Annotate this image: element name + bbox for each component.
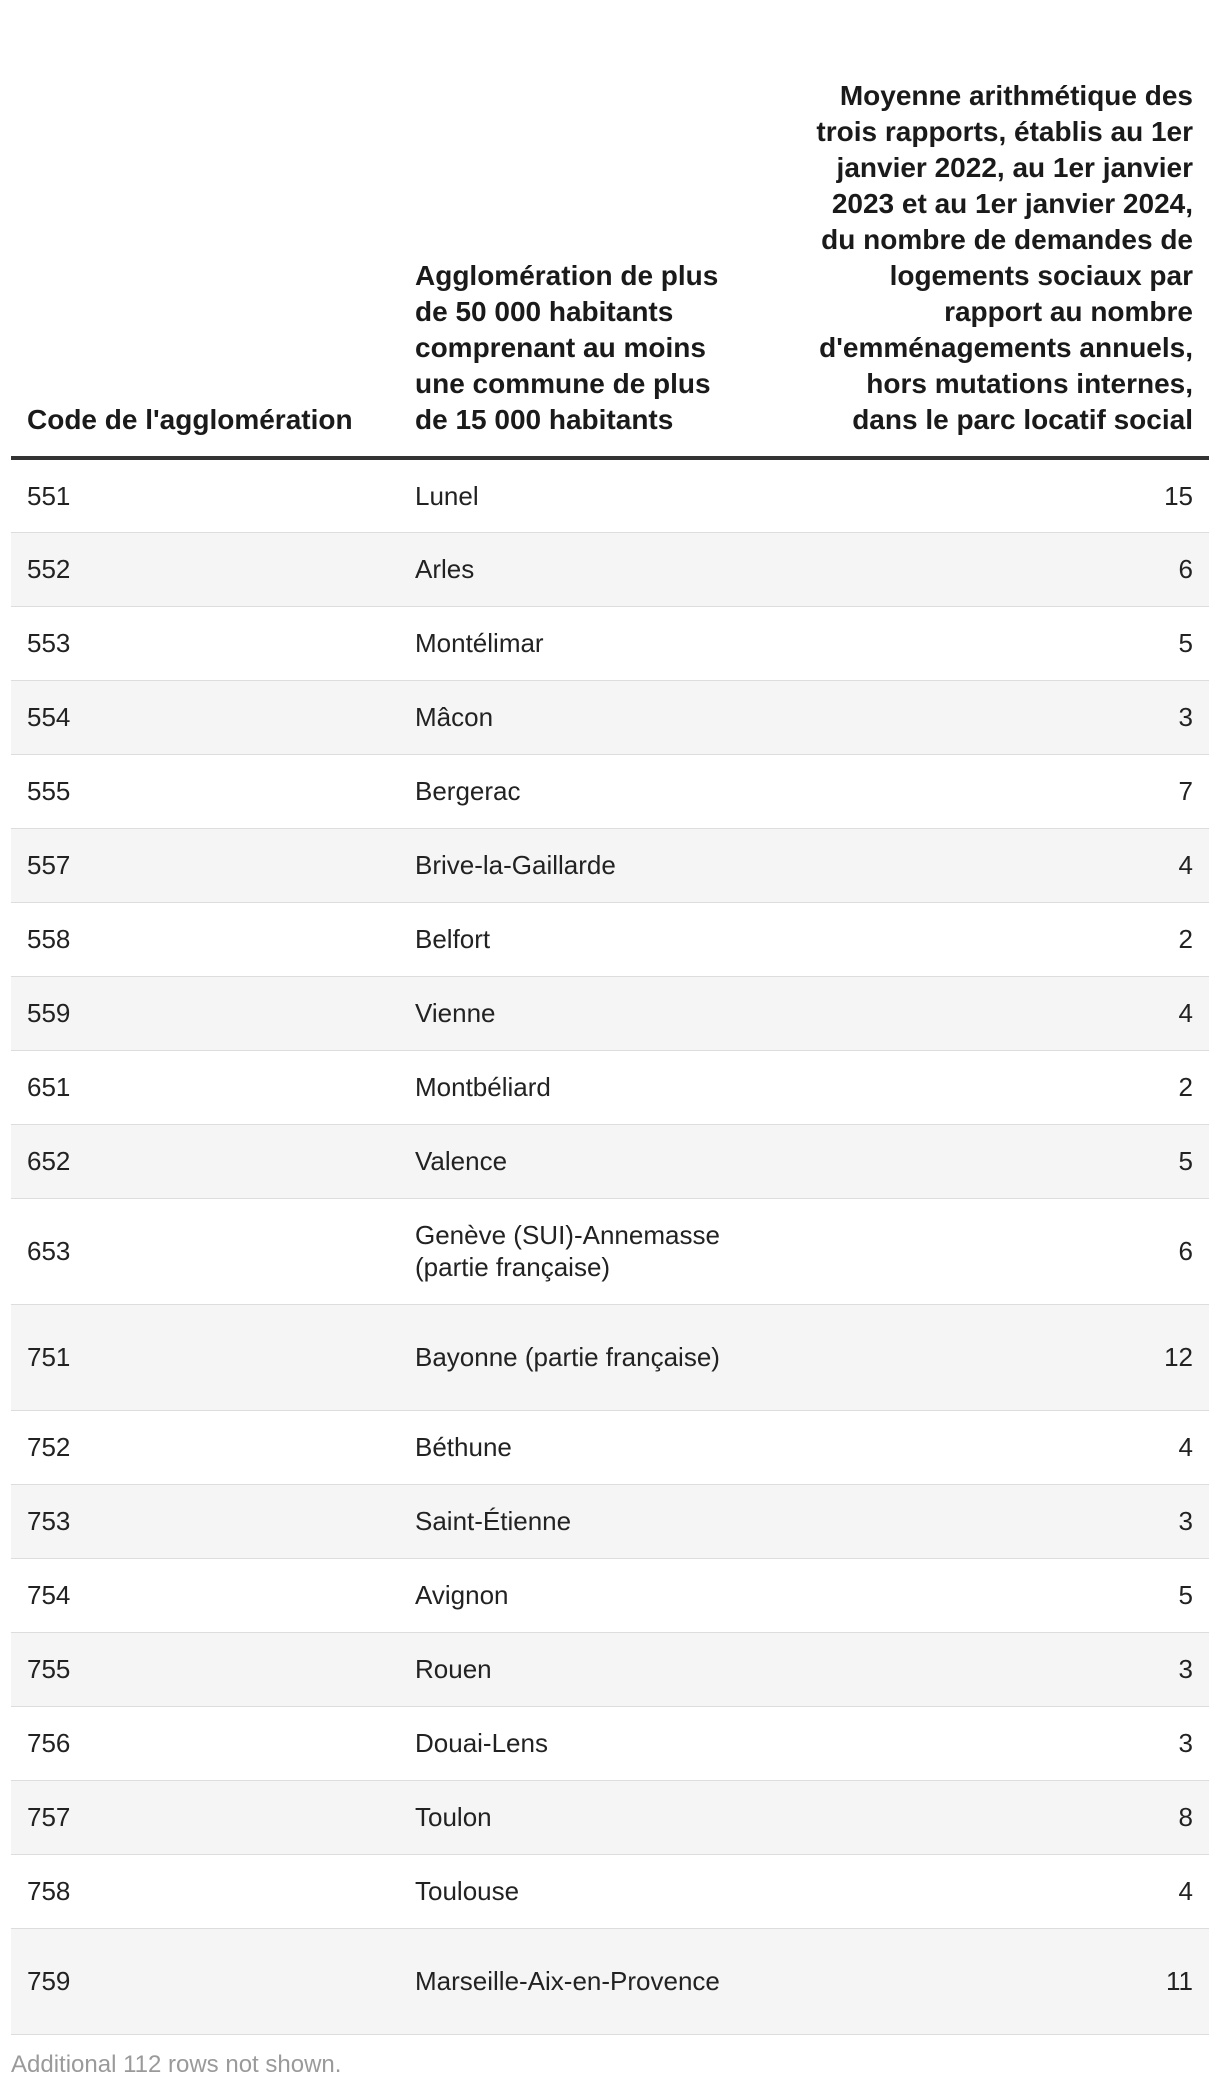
cell-average: 3 [785,680,1209,754]
cell-agglomeration-label: Genève (SUI)-Annemasse (partie française) [415,1220,720,1282]
cell-agglomeration-label: Saint-Étienne [415,1506,572,1536]
cell-code: 555 [11,754,399,828]
column-header-agglomeration [399,0,785,458]
cell-average: 6 [785,532,1209,606]
cell-code: 652 [11,1124,399,1198]
table-row [11,606,1209,680]
cell-agglomeration-label: Belfort [415,924,491,954]
column-header-code-label: Code de l'agglomération [27,404,353,435]
cell-average: 6 [785,1198,1209,1304]
cell-agglomeration [399,1198,785,1304]
column-header-average [785,0,1209,458]
table-row [11,902,1209,976]
cell-agglomeration-label: Arles [415,554,475,584]
cell-average: 2 [785,902,1209,976]
table-row [11,1198,1209,1304]
cell-average: 12 [785,1304,1209,1410]
cell-agglomeration [399,532,785,606]
cell-agglomeration-label: Valence [415,1146,508,1176]
cell-code: 554 [11,680,399,754]
cell-code: 557 [11,828,399,902]
cell-agglomeration [399,606,785,680]
cell-agglomeration-label: Brive-la-Gaillarde [415,850,616,880]
cell-average: 15 [785,458,1209,532]
cell-code: 757 [11,1780,399,1854]
cell-average: 3 [785,1484,1209,1558]
cell-agglomeration [399,1304,785,1410]
table-row [11,1928,1209,2034]
table-row [11,1558,1209,1632]
table-row [11,1050,1209,1124]
cell-code: 753 [11,1484,399,1558]
table-body [11,458,1209,2034]
cell-code: 651 [11,1050,399,1124]
cell-agglomeration-label: Vienne [415,998,496,1028]
cell-agglomeration-label: Béthune [415,1432,512,1462]
table-row [11,1706,1209,1780]
cell-agglomeration-label: Toulon [415,1802,492,1832]
cell-agglomeration [399,1854,785,1928]
cell-code: 559 [11,976,399,1050]
table-row [11,828,1209,902]
table-row [11,1780,1209,1854]
cell-agglomeration [399,680,785,754]
table-row [11,532,1209,606]
cell-agglomeration-label: Toulouse [415,1876,520,1906]
cell-agglomeration [399,1706,785,1780]
cell-agglomeration-label: Marseille-Aix-en-Provence [415,1966,720,1996]
cell-code: 756 [11,1706,399,1780]
rows-not-shown-note: Additional 112 rows not shown. [11,2051,342,2078]
cell-average: 3 [785,1632,1209,1706]
cell-average: 4 [785,1854,1209,1928]
cell-agglomeration-label: Bergerac [415,776,521,806]
cell-agglomeration [399,976,785,1050]
cell-code: 754 [11,1558,399,1632]
table-row [11,1854,1209,1928]
cell-code: 751 [11,1304,399,1410]
cell-agglomeration [399,1484,785,1558]
table-row [11,458,1209,532]
cell-agglomeration-label: Avignon [415,1580,509,1610]
table-row [11,754,1209,828]
cell-agglomeration [399,1558,785,1632]
cell-average: 5 [785,1558,1209,1632]
cell-code: 552 [11,532,399,606]
table-header [11,0,1209,458]
cell-agglomeration-label: Montbéliard [415,1072,551,1102]
cell-code: 553 [11,606,399,680]
cell-average: 4 [785,828,1209,902]
cell-average: 2 [785,1050,1209,1124]
table-row [11,1304,1209,1410]
cell-agglomeration [399,1632,785,1706]
cell-code: 653 [11,1198,399,1304]
cell-agglomeration-label: Bayonne (partie française) [415,1342,720,1372]
cell-code: 558 [11,902,399,976]
cell-code: 755 [11,1632,399,1706]
cell-agglomeration [399,1050,785,1124]
data-table-container [11,0,1209,2035]
cell-agglomeration [399,1124,785,1198]
cell-average: 11 [785,1928,1209,2034]
cell-agglomeration-label: Mâcon [415,702,494,732]
cell-average: 7 [785,754,1209,828]
table-row [11,1484,1209,1558]
cell-average: 8 [785,1780,1209,1854]
cell-agglomeration [399,1928,785,2034]
cell-average: 5 [785,606,1209,680]
cell-code: 551 [11,458,399,532]
table-row [11,976,1209,1050]
cell-average: 4 [785,976,1209,1050]
cell-agglomeration [399,902,785,976]
header-row [11,0,1209,458]
cell-agglomeration [399,1410,785,1484]
cell-agglomeration-label: Lunel [415,480,479,511]
table-row [11,1410,1209,1484]
cell-agglomeration [399,458,785,532]
cell-agglomeration [399,754,785,828]
column-header-code [11,0,399,458]
data-table [11,0,1209,2035]
cell-agglomeration [399,1780,785,1854]
cell-agglomeration [399,828,785,902]
table-row [11,680,1209,754]
cell-average: 3 [785,1706,1209,1780]
table-row [11,1632,1209,1706]
cell-agglomeration-label: Montélimar [415,628,544,658]
cell-code: 759 [11,1928,399,2034]
cell-code: 752 [11,1410,399,1484]
column-header-agglomeration-label: Agglomération de plus de 50 000 habitants comprenant au moins une commune de plus de 15 000 habitants [415,260,719,435]
column-header-average-label: Moyenne arithmétique des trois rapports, établis au 1er janvier 2022, au 1er janvier 2023 et au 1er janvier 2024, du nombre de demandes de logements sociaux par rapport au nombre d'emménagements annuels, hors mutations internes, dans le parc locatif social [816,80,1193,435]
cell-agglomeration-label: Douai-Lens [415,1728,548,1758]
cell-average: 5 [785,1124,1209,1198]
cell-agglomeration-label: Rouen [415,1654,492,1684]
cell-average: 4 [785,1410,1209,1484]
table-row [11,1124,1209,1198]
cell-code: 758 [11,1854,399,1928]
